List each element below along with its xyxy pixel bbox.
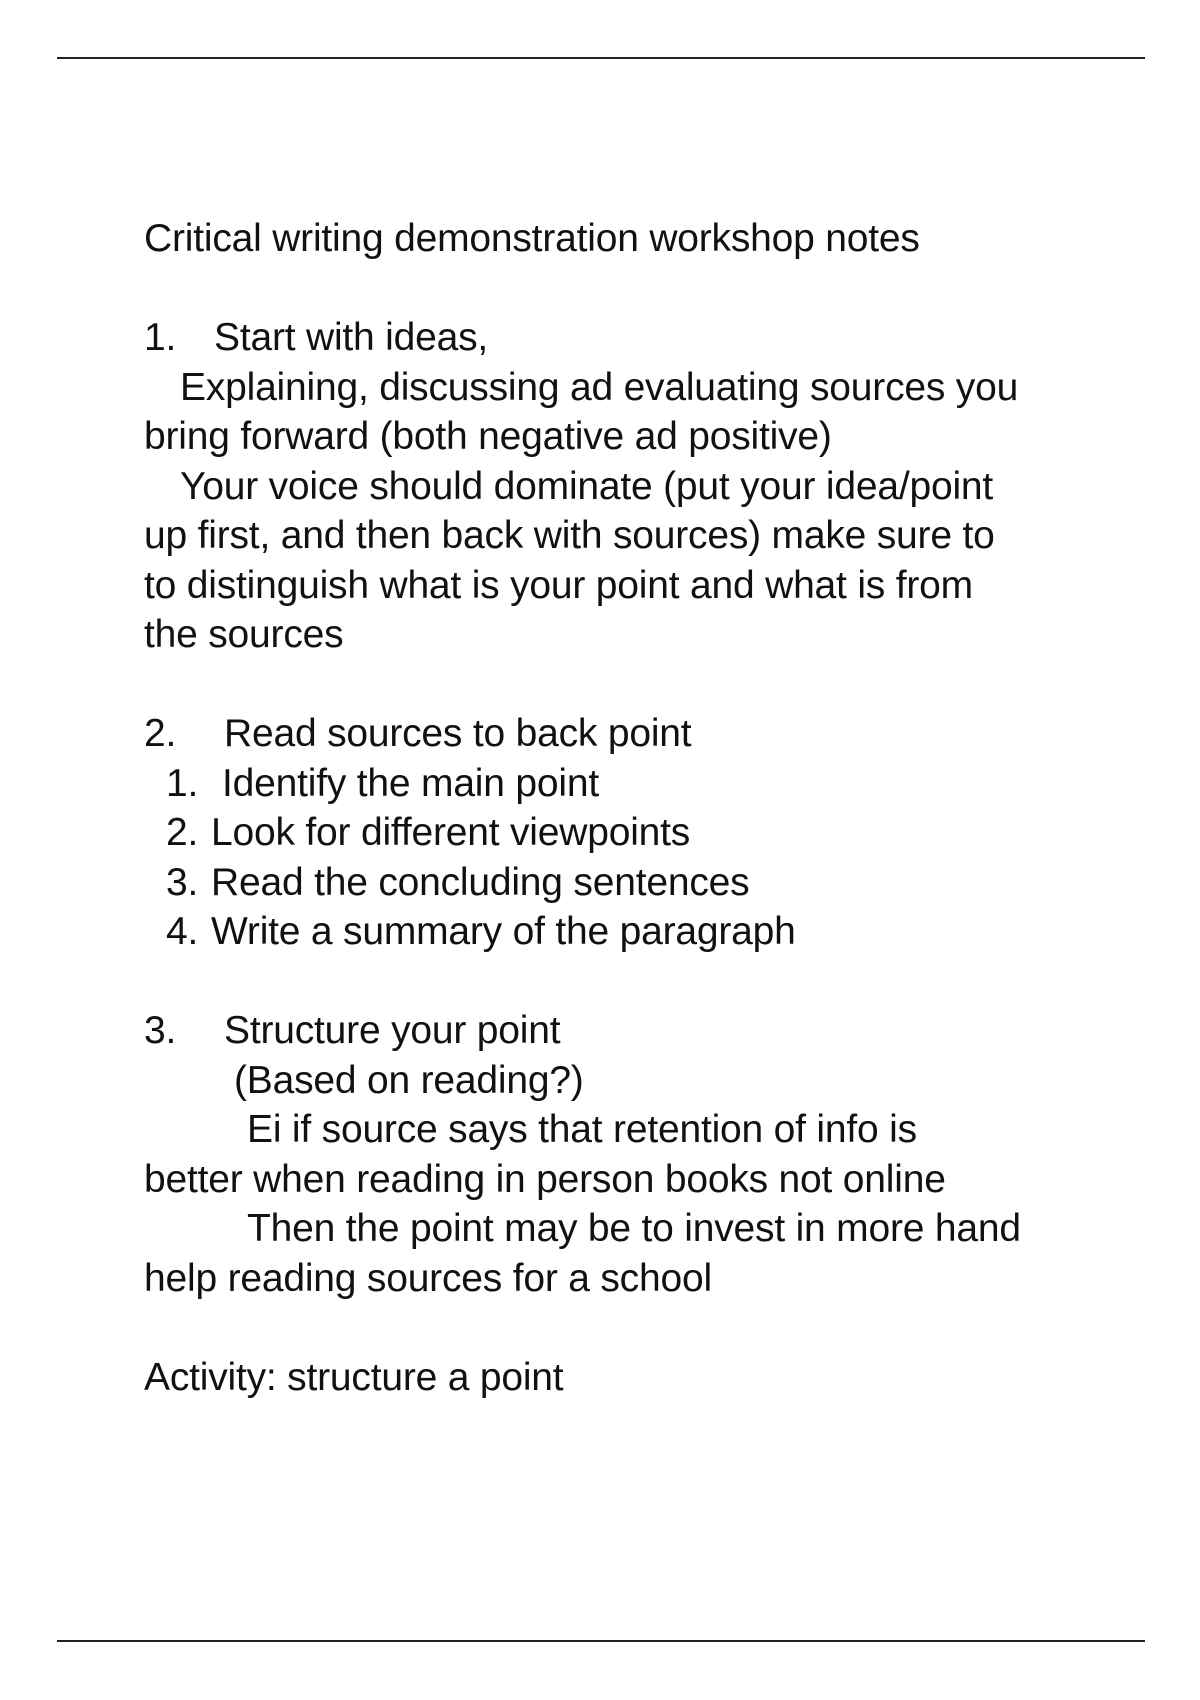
section-3-title: Structure your point xyxy=(224,1009,561,1052)
list-item-number: 1. xyxy=(166,761,199,805)
section-3-line: help reading sources for a school xyxy=(144,1256,712,1300)
section-2-number: 2. xyxy=(144,712,177,755)
section-2-title: Read sources to back point xyxy=(224,712,692,755)
section-1-heading xyxy=(144,313,1104,363)
list-item xyxy=(144,808,1104,858)
list-item-text: Identify the main point xyxy=(222,761,599,805)
document-body xyxy=(144,214,1104,1402)
activity-line: Activity: structure a point xyxy=(144,1355,564,1399)
page-title: Critical writing demonstration workshop notes xyxy=(144,217,920,260)
top-rule xyxy=(57,57,1145,59)
section-1-line: Explaining, discussing ad evaluating sources you xyxy=(180,365,1019,409)
section-1-line: the sources xyxy=(144,613,344,656)
section-3-number: 3. xyxy=(144,1009,177,1052)
section-1-number: 1. xyxy=(144,316,177,359)
list-item xyxy=(144,759,1104,809)
list-item xyxy=(144,907,1104,957)
section-1-line: bring forward (both negative ad positive) xyxy=(144,415,832,458)
section-1-line: Your voice should dominate (put your idea/point xyxy=(180,464,994,508)
list-item xyxy=(144,858,1104,908)
list-item-text: Read the concluding sentences xyxy=(211,860,750,904)
section-3-line: Then the point may be to invest in more hand xyxy=(247,1207,1021,1250)
section-1-line: up first, and then back with sources) make sure to xyxy=(144,514,995,557)
section-3-heading xyxy=(144,1006,1104,1056)
list-item-number: 4. xyxy=(166,910,199,953)
section-1-line: to distinguish what is your point and what is from xyxy=(144,563,973,607)
section-2-heading xyxy=(144,709,1104,759)
list-item-text: Write a summary of the paragraph xyxy=(211,910,796,953)
section-3-line: (Based on reading?) xyxy=(234,1058,584,1102)
list-item-number: 3. xyxy=(166,860,199,904)
bottom-rule xyxy=(57,1640,1145,1642)
list-item-number: 2. xyxy=(166,811,199,854)
section-3-line: Ei if source says that retention of info is xyxy=(247,1108,917,1151)
section-1-title: Start with ideas, xyxy=(214,316,489,359)
section-3-line: better when reading in person books not online xyxy=(144,1157,946,1201)
list-item-text: Look for different viewpoints xyxy=(211,811,691,854)
